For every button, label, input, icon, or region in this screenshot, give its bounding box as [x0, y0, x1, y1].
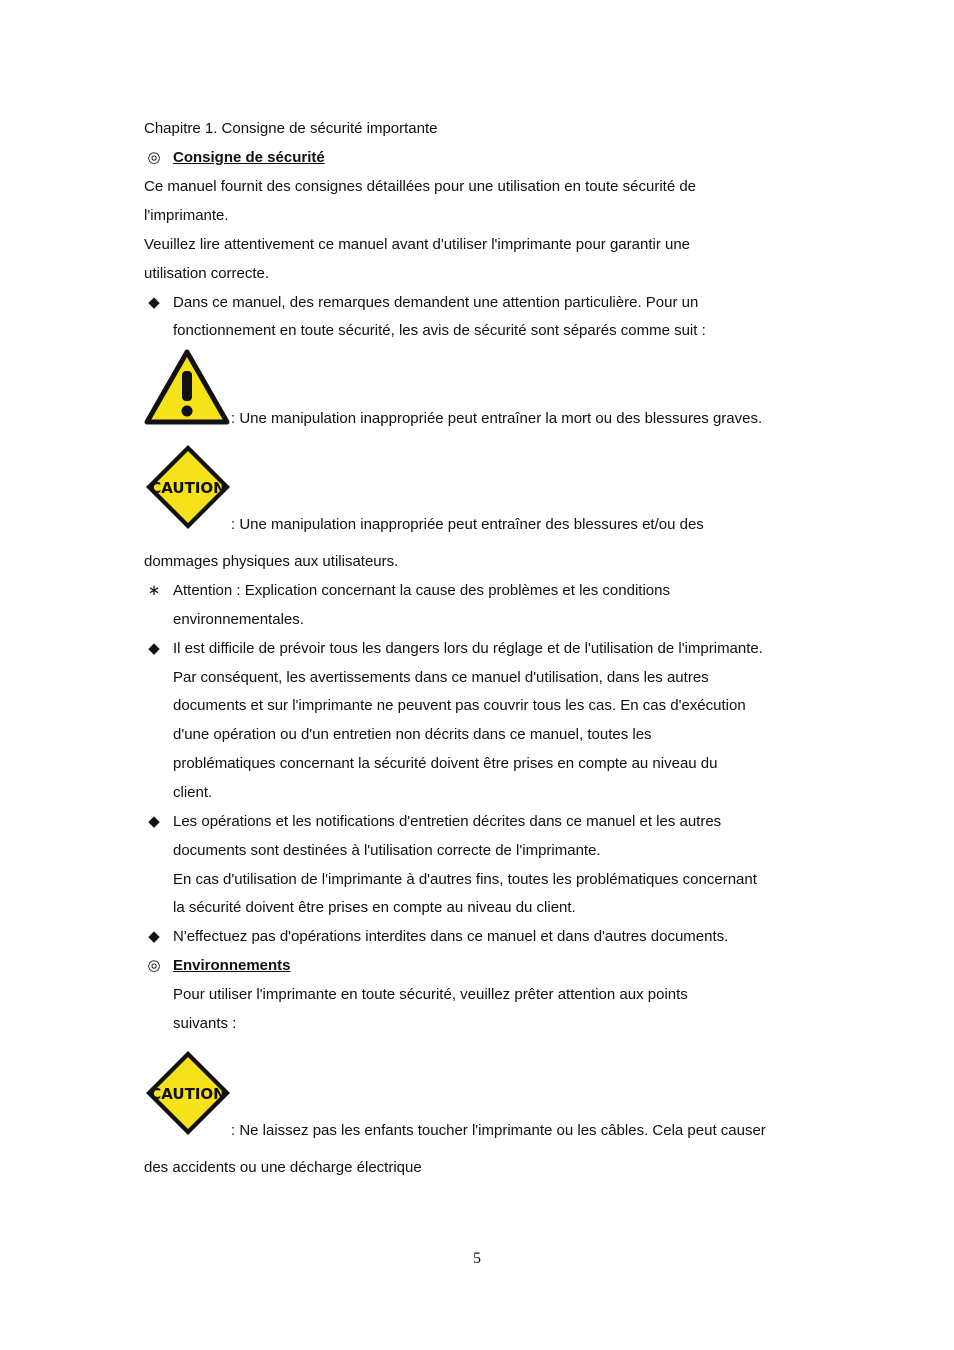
attention-line: environnementales.: [173, 611, 304, 628]
bullet-line: d'une opération ou d'un entretien non décrits dans ce manuel, toutes les: [173, 726, 652, 743]
caution-description-cont: des accidents ou une décharge électrique: [144, 1159, 422, 1176]
caution-sign-icon: [144, 443, 232, 531]
bullet-line: En cas d'utilisation de l'imprimante à d'autres fins, toutes les problématiques concernant: [173, 871, 757, 888]
section-marker: ◎: [147, 149, 161, 166]
paragraph-line: l'imprimante.: [144, 207, 229, 224]
bullet-line: Par conséquent, les avertissements dans ce manuel d'utilisation, dans les autres: [173, 669, 709, 686]
caution-description: : Une manipulation inappropriée peut entraîner des blessures et/ou des: [231, 516, 704, 533]
bullet-line: N'effectuez pas d'opérations interdites dans ce manuel et dans d'autres documents.: [173, 928, 729, 945]
caution-sign-text: CAUTION: [150, 1085, 226, 1103]
bullet-line: Il est difficile de prévoir tous les dangers lors du réglage et de l'utilisation de l'imprimante.: [173, 640, 763, 657]
bullet-line: problématiques concernant la sécurité doivent être prises en compte au niveau du: [173, 755, 718, 772]
warning-triangle-icon: [144, 349, 230, 425]
section-heading-environments: Environnements: [173, 957, 291, 974]
caution-description: : Ne laissez pas les enfants toucher l'imprimante ou les câbles. Cela peut causer: [231, 1122, 766, 1139]
paragraph-line: suivants :: [173, 1015, 237, 1032]
bullet-line: documents sont destinées à l'utilisation correcte de l'imprimante.: [173, 842, 601, 859]
caution-sign-icon: [144, 1049, 232, 1137]
bullet-diamond-icon: ◆: [148, 928, 160, 945]
paragraph-line: Veuillez lire attentivement ce manuel avant d'utiliser l'imprimante pour garantir une: [144, 236, 691, 253]
bullet-line: fonctionnement en toute sécurité, les avis de sécurité sont séparés comme suit :: [173, 322, 706, 339]
bullet-line: client.: [173, 784, 213, 801]
bullet-diamond-icon: ◆: [148, 294, 160, 311]
bullet-line: la sécurité doivent être prises en compte au niveau du client.: [173, 899, 576, 916]
asterisk-marker: ∗: [147, 582, 161, 599]
section-marker: ◎: [147, 957, 161, 974]
paragraph-line: Pour utiliser l'imprimante en toute sécurité, veuillez prêter attention aux points: [173, 986, 688, 1003]
page-number: 5: [473, 1250, 481, 1267]
warning-description: : Une manipulation inappropriée peut entraîner la mort ou des blessures graves.: [231, 410, 763, 427]
section-heading-safety: Consigne de sécurité: [173, 149, 325, 166]
bullet-line: Dans ce manuel, des remarques demandent une attention particulière. Pour un: [173, 294, 699, 311]
chapter-title: Chapitre 1. Consigne de sécurité importante: [144, 120, 438, 137]
bullet-diamond-icon: ◆: [148, 813, 160, 830]
caution-description-cont: dommages physiques aux utilisateurs.: [144, 553, 399, 570]
bullet-diamond-icon: ◆: [148, 640, 160, 657]
bullet-line: documents et sur l'imprimante ne peuvent pas couvrir tous les cas. En cas d'exécution: [173, 697, 746, 714]
paragraph-line: utilisation correcte.: [144, 265, 270, 282]
paragraph-line: Ce manuel fournit des consignes détaillées pour une utilisation en toute sécurité de: [144, 178, 697, 195]
caution-sign-text: CAUTION: [150, 479, 226, 497]
attention-line: Attention : Explication concernant la cause des problèmes et les conditions: [173, 582, 670, 599]
bullet-line: Les opérations et les notifications d'entretien décrites dans ce manuel et les autres: [173, 813, 722, 830]
